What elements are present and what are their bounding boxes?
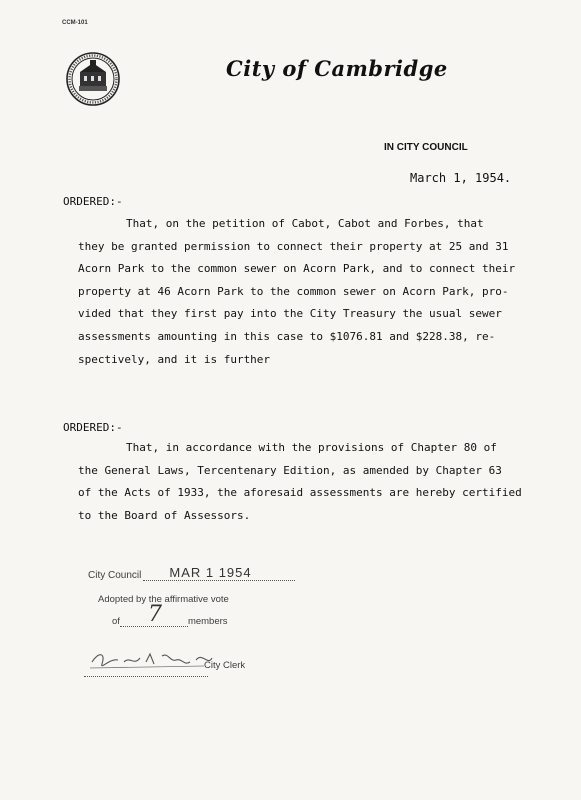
order2-line: to the Board of Assessors. (78, 508, 251, 522)
vote-count: 7 (147, 602, 162, 627)
order-paragraph-2 (78, 437, 548, 527)
city-clerk-label: City Clerk (204, 660, 246, 671)
order1-line: vided that they first pay into the City Treasury the usual sewer (78, 307, 502, 321)
adopted-label: Adopted by the affirmative vote (98, 594, 229, 605)
order1-line: That, on the petition of Cabot, Cabot and Forbes, that (126, 217, 484, 230)
stamp-vote-line (112, 602, 228, 627)
order2-line: That, in accordance with the provisions of Chapter 80 of (126, 441, 497, 454)
stamp-date: MAR 1 1954 (169, 565, 252, 580)
order2-line: of the Acts of 1933, the aforesaid assessments are hereby certified (78, 486, 522, 500)
form-code: CCM-101 (62, 20, 88, 26)
order2-line: the General Laws, Tercentenary Edition, as amended by Chapter 63 (78, 463, 502, 477)
ordered-label-2: ORDERED:- (63, 421, 123, 434)
city-council-label: City Council (88, 570, 142, 581)
order1-line: assessments amounting in this case to $1076.81 and $228.38, re- (78, 329, 496, 343)
city-seal-icon (66, 52, 120, 106)
order1-line: Acorn Park to the common sewer on Acorn Park, and to connect their (78, 262, 516, 276)
stamp-city-council (88, 565, 295, 581)
order-paragraph-1 (78, 213, 548, 371)
order1-line: they be granted permission to connect their property at 25 and 31 (78, 239, 509, 253)
document-date: March 1, 1954. (410, 171, 512, 185)
members-label: members (187, 616, 228, 627)
council-heading: IN CITY COUNCIL (384, 142, 468, 153)
order1-line: spectively, and it is further (78, 352, 271, 366)
page-title: City of Cambridge (226, 56, 448, 81)
order1-line: property at 46 Acorn Park to the common sewer on Acorn Park, pro- (78, 284, 509, 298)
of-label: of (112, 616, 120, 627)
ordered-label-1: ORDERED:- (63, 195, 123, 208)
signature-line (84, 676, 208, 677)
